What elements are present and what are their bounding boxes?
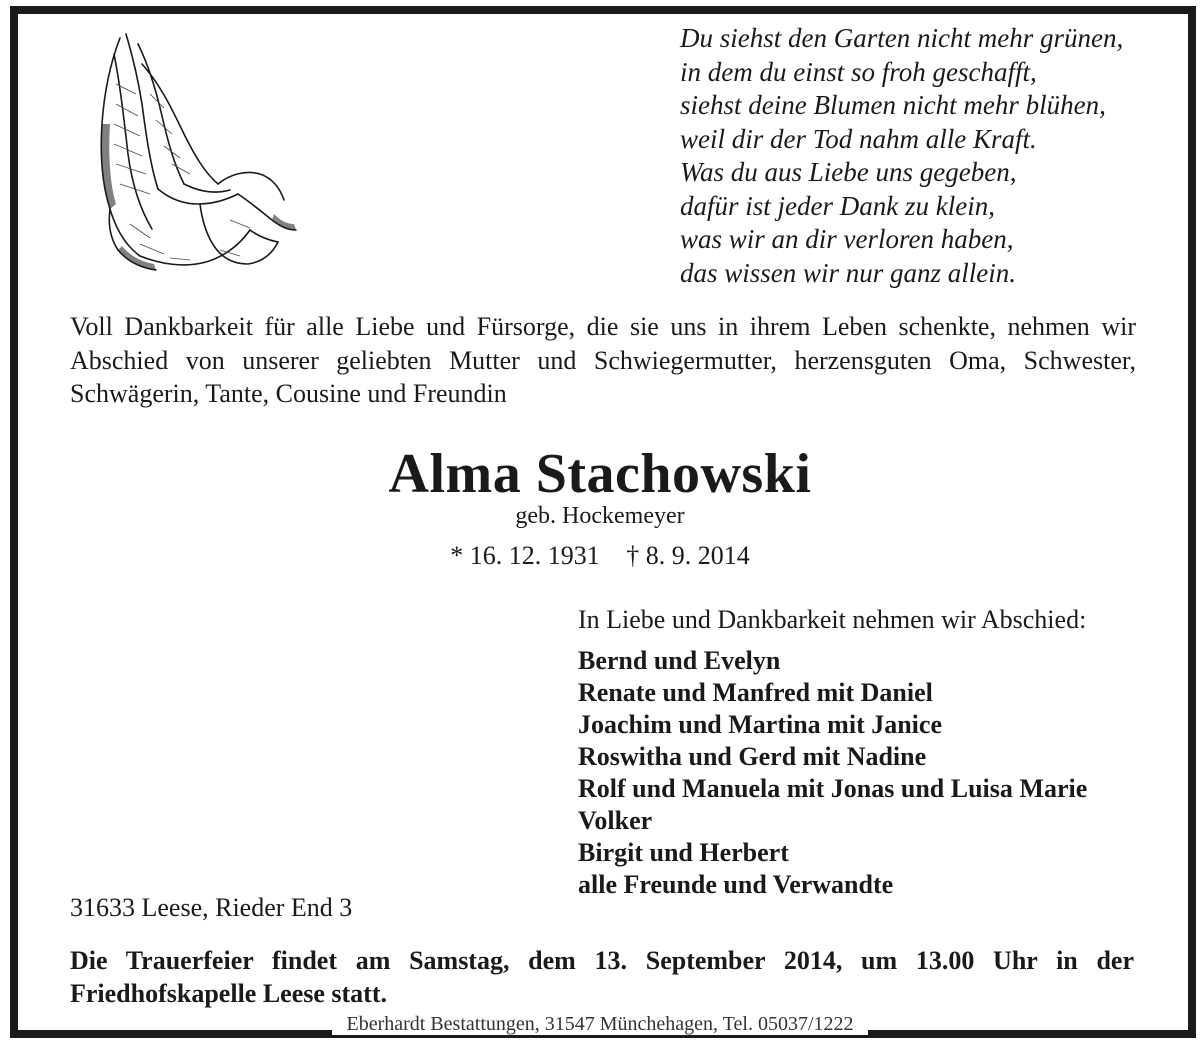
praying-hands-icon: [80, 24, 300, 284]
poem-line: weil dir der Tod nahm alle Kraft.: [680, 123, 1037, 154]
mourner-entry: alle Freunde und Verwandte: [578, 870, 894, 899]
mourner-entry: Renate und Manfred mit Daniel: [578, 678, 933, 707]
poem-line: in dem du einst so froh geschafft,: [680, 56, 1037, 87]
mourner-entry: Bernd und Evelyn: [578, 646, 781, 675]
poem-line: das wissen wir nur ganz allein.: [680, 257, 1017, 288]
mourners-list: [578, 645, 1087, 901]
service-announcement: [70, 944, 1134, 1010]
poem-line: siehst deine Blumen nicht mehr blühen,: [680, 90, 1106, 120]
mourner-entry: Rolf und Manuela mit Jonas und Luisa Marie: [578, 774, 1088, 803]
death-date: † 8. 9. 2014: [626, 541, 750, 570]
mourner-entry: Joachim und Martina mit Janice: [578, 710, 942, 739]
farewell-line: In Liebe und Dankbarkeit nehmen wir Abschied:: [578, 605, 1087, 634]
poem-line: Du siehst den Garten nicht mehr grünen,: [680, 23, 1124, 53]
poem-line: was wir an dir verloren haben,: [680, 224, 1014, 254]
life-dates: [0, 541, 1200, 571]
intro-paragraph: [70, 310, 1136, 411]
mourner-entry: Roswitha und Gerd mit Nadine: [578, 742, 927, 771]
address: 31633 Leese, Rieder End 3: [70, 893, 353, 922]
mourner-entry: Birgit und Herbert: [578, 838, 789, 867]
deceased-name: Alma Stachowski: [388, 443, 812, 505]
service-line: Die Trauerfeier findet am Samstag, dem 13. September 2014, um 13.00 Uhr in der: [70, 946, 1134, 975]
footer: [0, 1013, 1200, 1036]
intro-line: Abschied von unserer geliebten Mutter und Schwiegermutter, herzensguten Oma, Schwester,: [70, 345, 1136, 375]
intro-line: Schwägerin, Tante, Cousine und Freundin: [70, 379, 507, 408]
poem-line: Was du aus Liebe uns gegeben,: [680, 157, 1017, 187]
poem: [680, 22, 1123, 290]
maiden-name: geb. Hockemeyer: [515, 503, 685, 529]
service-line: Friedhofskapelle Leese statt.: [70, 979, 388, 1008]
intro-line: Voll Dankbarkeit für alle Liebe und Fürsorge, die sie uns in ihrem Leben schenkte, nehmen wir: [70, 312, 1136, 341]
footer-text: Eberhardt Bestattungen, 31547 Münchehagen, Tel. 05037/1222: [332, 1013, 867, 1035]
poem-line: dafür ist jeder Dank zu klein,: [680, 190, 995, 221]
birth-date: * 16. 12. 1931: [450, 541, 600, 570]
mourner-entry: Volker: [578, 806, 653, 835]
